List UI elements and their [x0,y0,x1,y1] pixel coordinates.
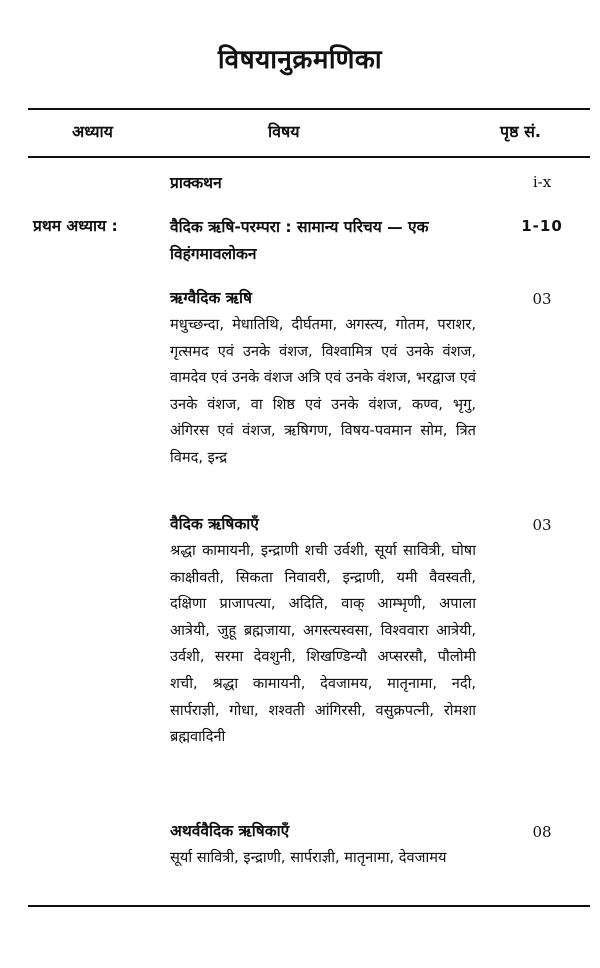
entry-page-number: i-x [532,173,552,191]
page-title: विषयानुक्रमणिका [217,45,383,75]
entry-title: ऋग्वैदिक ऋषि [170,289,252,307]
entry-title: वैदिक ऋषि-परम्परा : सामान्य परिचय — एक विहंगमावलोकन [170,218,429,263]
subject-column-header: विषय [268,122,300,141]
entry-title: प्राक्कथन [170,174,222,192]
entry-page-number: 1-10 [521,217,563,235]
entry-title: अथर्ववैदिक ऋषिकाएँ [170,822,290,840]
entry-page-number: 03 [532,290,552,308]
top-rule [28,108,590,110]
entry-subject [170,511,476,751]
entry-names: मधुच्छन्दा, मेधातिथि, दीर्घतमा, अगस्त्य, गोतम, पराशर, गृत्समद एवं उनके वंशज, विश्वामित्र एवं उनके वंशज, वामदेव एवं उनके वंशज अत्रि एवं उनके वंशज, भरद्वाज एवं उनके वंशज, वा शिष्ठ एवं उनके वंशज, कण्व, भृगु, अंगिरस एवं वंशज, ऋषिगण, विषय-पवमान सोम, त्रित विमद, इन्द्र [170,316,476,466]
entry-page-number: 08 [532,823,552,841]
page-column-header: पृष्ठ सं. [500,122,541,141]
header-rule [28,156,590,158]
entry-subject [170,818,476,872]
chapter-label: प्रथम अध्याय : [33,217,118,235]
entry-page-number: 03 [532,516,552,534]
chapter-column-header: अध्याय [72,122,113,141]
entry-subject [170,285,476,472]
bottom-rule [28,905,590,907]
entry-names: श्रद्धा कामायनी, इन्द्राणी शची उर्वशी, सूर्या सावित्री, घोषा काक्षीवती, सिकता निवावरी, इन्द्राणी, यमी वैवस्वती, दक्षिणा प्राजापत्या, अदिति, वाक् आम्भृणी, अपाला आत्रेयी, जुहू ब्रह्मजाया, अगस्त्यस्वसा, विश्ववारा आत्रेयी, उर्वशी, सरमा देवशुनी, शिखण्डिन्यौ अप्सरसौ, पौलोमी शची, श्रद्धा कामायनी, देवजामय, मातृनामा, नदी, सार्पराज्ञी, गोधा, शश्वती आंगिरसी, वसुक्रपत्नी, रोमशा ब्रह्मवादिनी [170,542,476,746]
entry-subject [170,170,476,197]
entry-title: वैदिक ऋषिकाएँ [170,515,259,533]
entry-subject [170,214,490,268]
entry-names: सूर्या सावित्री, इन्द्राणी, सार्पराज्ञी, मातृनामा, देवजामय [170,849,447,866]
